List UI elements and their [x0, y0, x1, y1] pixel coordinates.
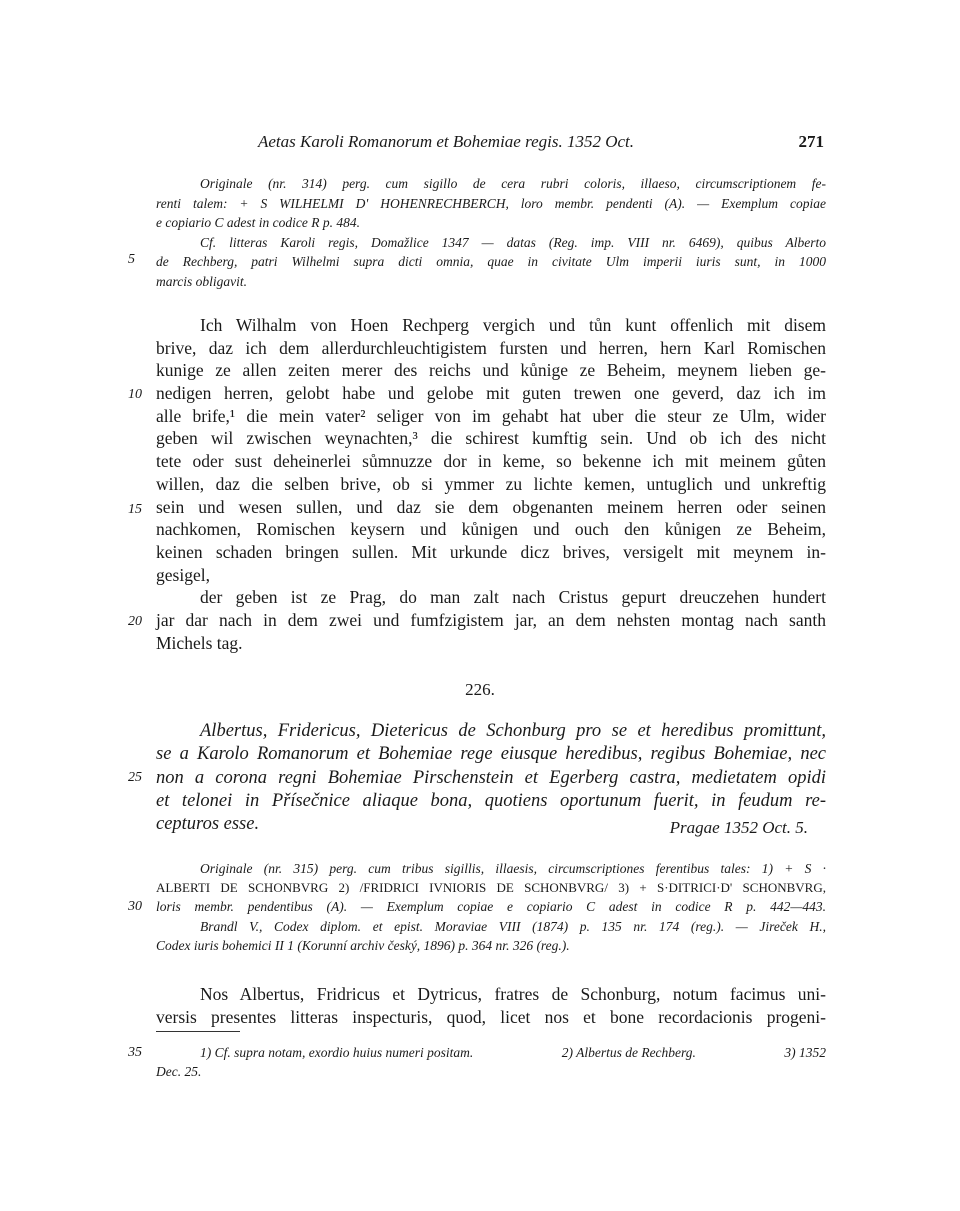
text-line: Nos Albertus, Fridricus et Dytricus, fratres de Schonburg, notum facimus uni- — [200, 984, 826, 1004]
text-line: nedigen herren, gelobt habe und gelobe mit guten trewen one geverd, daz ich im — [156, 383, 826, 404]
regest-date: Pragae 1352 Oct. 5. — [669, 818, 808, 838]
text-line: willen, daz die selben brive, ob si ymmer zu lichte kemen, untuglich und unkreftig — [156, 473, 826, 494]
text-line: kunige ze allen zeiten merer des reichs und kůnige ze Beheim, meynem lieben ge- — [156, 360, 826, 381]
text-line: nachkomen, Romischen keysern und kůnigen und ouch den kůnigen ze Beheim, — [156, 519, 826, 540]
note-line: marcis obligavit. — [156, 273, 247, 289]
text-line: keinen schaden bringen sullen. Mit urkunde dicz brives, versigelt mit meynem in- — [156, 541, 826, 562]
line-number: 20 — [128, 614, 142, 629]
note-line: loris membr. pendentibus (A). — Exemplum copiae e copiario C adest in codice R p. 442—443. — [156, 899, 826, 915]
regest-line: et telonei in Přísečnice aliaque bona, quotiens oportunum fuerit, in feudum re- — [156, 790, 826, 811]
charter-text-226 — [156, 983, 826, 1028]
note-line: Brandl V., Codex diplom. et epist. Moraviae VIII (1874) p. 135 nr. 174 (reg.). — Jireček H., — [200, 918, 826, 934]
text-line: Michels tag. — [156, 632, 243, 653]
note-line: Originale (nr. 314) perg. cum sigillo de cera rubri coloris, illaeso, circumscriptionem fe- — [200, 176, 826, 191]
regest-line: cepturos esse. — [156, 814, 260, 835]
note-line: ALBERTI DE SCHONBVRG 2) /FRIDRICI IVNIORIS DE SCHONBVRG/ 3) + S·DITRICI·D' SCHONBVRG, — [156, 880, 826, 896]
note-line: renti talem: + S WILHELMI D' HOHENRECHBERCH, loro membr. pendenti (A). — Exemplum copiae — [156, 195, 826, 211]
regest-line: non a corona regni Bohemiae Pirschenstein et Egerberg castra, medietatem opidi — [156, 767, 826, 788]
archival-note-1 — [156, 174, 826, 291]
note-line: Originale (nr. 315) perg. cum tribus sigillis, illaesis, circumscriptiones ferentibus tales: 1) + S · — [200, 861, 826, 876]
regest-226 — [156, 720, 826, 836]
footnote-1: 1) Cf. supra notam, exordio huius numeri positam. — [200, 1045, 474, 1060]
footnote-3: 3) 1352 — [784, 1045, 826, 1060]
line-number: 10 — [128, 387, 142, 402]
regest-line: Albertus, Fridericus, Dietericus de Schonburg pro se et heredibus promittunt, — [200, 721, 826, 741]
running-header-title: Aetas Karoli Romanorum et Bohemiae regis. 1352 Oct. — [258, 132, 635, 151]
line-number: 15 — [128, 502, 142, 517]
line-number: 35 — [128, 1045, 142, 1060]
text-line: brive, daz ich dem allerdurchleuchtigistem fursten und herren, hern Karl Romischen — [156, 337, 826, 358]
footnote-continuation: Dec. 25. — [156, 1064, 202, 1079]
note-line: Cf. litteras Karoli regis, Domažlice 1347 — datas (Reg. imp. VIII nr. 6469), quibus Alberto — [200, 234, 826, 250]
note-line: e copiario C adest in codice R p. 484. — [156, 215, 360, 230]
text-line: alle brife,¹ die mein vater² seliger von im gehabt hat uber die steur ze Ulm, wider — [156, 405, 826, 426]
footnote-rule — [156, 1031, 240, 1032]
text-line: geben wil zwischen weynachten,³ die schirest kumftig sein. Und ob ich des nicht — [156, 428, 826, 449]
text-line: gesigel, — [156, 564, 210, 585]
charter-text-225 — [156, 314, 826, 654]
line-number: 5 — [128, 252, 135, 267]
text-line: der geben ist ze Prag, do man zalt nach Cristus gepurt dreuczehen hundert — [200, 587, 826, 608]
text-line: sein und wesen sullen, und daz sie dem obgenanten meinem herren oder seinen — [156, 496, 826, 517]
note-line: Codex iuris bohemici II 1 (Korunní archiv český, 1896) p. 364 nr. 326 (reg.). — [156, 937, 570, 953]
line-number: 30 — [128, 899, 142, 914]
text-line: tete oder sust deheinerlei sůmnuzze dor in keme, so bekenne ich mit meinem gůten — [156, 451, 826, 472]
footnote-2: 2) Albertus de Rechberg. — [561, 1045, 696, 1060]
note-line: de Rechberg, patri Wilhelmi supra dicti omnia, quae in civitate Ulm imperii iuris sunt, in 1000 — [156, 254, 826, 269]
footnote-line — [156, 1043, 826, 1062]
document-number: 226. — [465, 680, 495, 699]
page-number: 271 — [798, 132, 824, 151]
archival-note-2 — [156, 859, 826, 955]
text-line: Ich Wilhalm von Hoen Rechperg vergich und tůn kunt offenlich mit disem — [200, 315, 826, 335]
line-number: 25 — [128, 770, 142, 785]
text-line: jar dar nach in dem zwei und fumfzigistem jar, an dem nehsten montag nach santh — [156, 609, 826, 630]
footnotes — [156, 1043, 826, 1081]
regest-line: se a Karolo Romanorum et Bohemiae rege eiusque heredibus, regibus Bohemiae, nec — [156, 744, 826, 765]
text-line: versis presentes litteras inspecturis, quod, licet nos et bone recordacionis progeni- — [156, 1006, 826, 1027]
regest-last-line — [156, 813, 826, 836]
